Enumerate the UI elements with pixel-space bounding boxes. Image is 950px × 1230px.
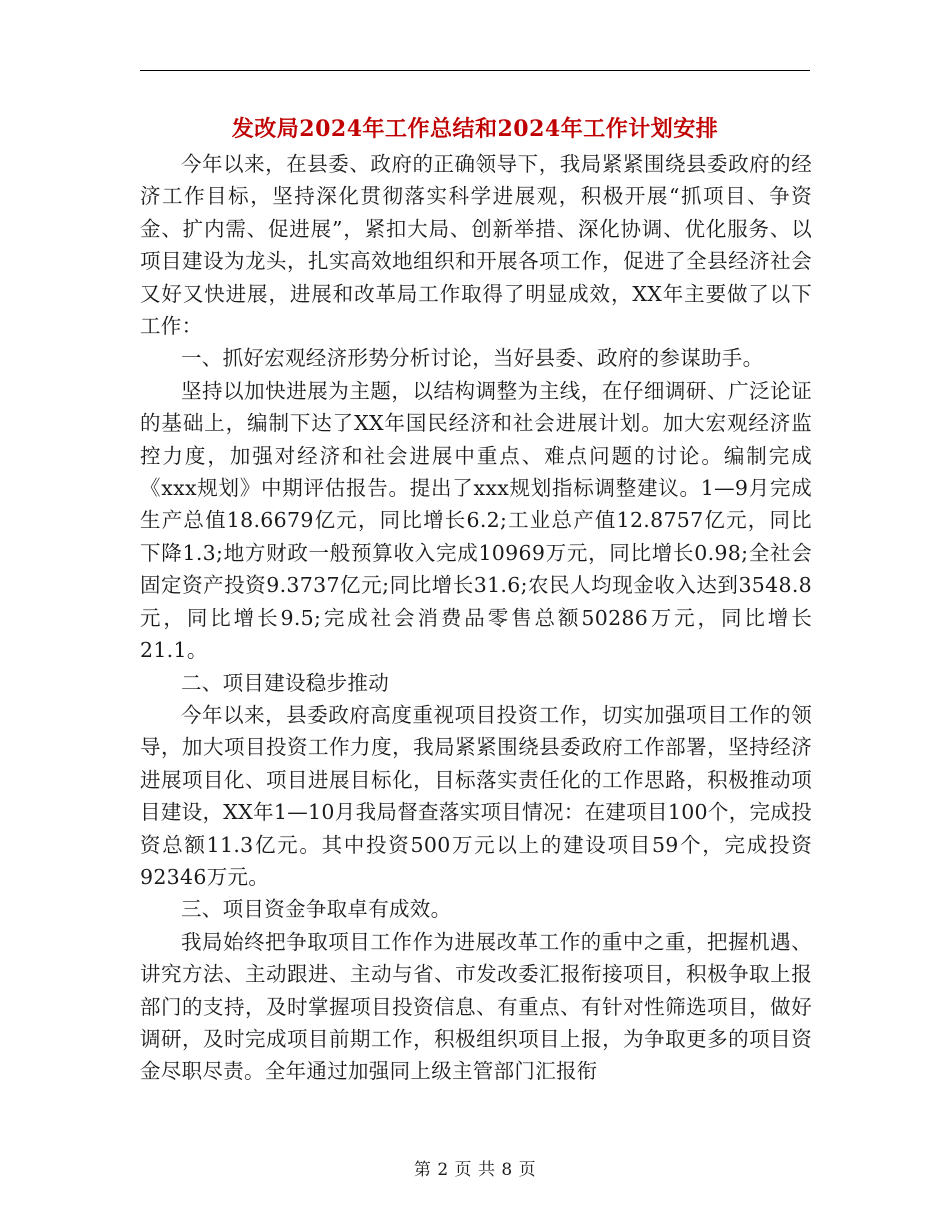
section-heading-1: 一、抓好宏观经济形势分析讨论，当好县委、政府的参谋助手。 bbox=[181, 346, 764, 371]
section-2-paragraph: 今年以来，县委政府高度重视项目投资工作，切实加强项目工作的领导，加大项目投资工作力度，我局紧紧围绕县委政府工作部署，坚持经济进展项目化、项目进展目标化，目标落实责任化的工作思路，积极推动项目建设，XX年1—10月我局督查落实项目情况：在建项目100个，完成投资总额11.3亿元。其中投资500万元以上的建设项目59个，完成投资92346万元。 bbox=[140, 702, 812, 889]
section-heading-2: 二、项目建设稳步推动 bbox=[181, 670, 389, 695]
header-rule bbox=[140, 70, 810, 71]
section-3-paragraph: 我局始终把争取项目工作作为进展改革工作的重中之重，把握机遇、讲究方法、主动跟进、主动与省、市发改委汇报衔接项目，积极争取上报部门的支持，及时掌握项目投资信息、有重点、有针对性筛选项目，做好调研，及时完成项目前期工作，积极组织项目上报，为争取更多的项目资金尽职尽责。全年通过加强同上级主管部门汇报衔 bbox=[140, 929, 812, 1084]
document-title: 发改局2024年工作总结和2024年工作计划安排 bbox=[231, 116, 719, 142]
intro-paragraph: 今年以来，在县委、政府的正确领导下，我局紧紧围绕县委政府的经济工作目标，坚持深化贯彻落实科学进展观，积极开展“抓项目、争资金、扩内需、促进展”，紧扣大局、创新举措、深化协调、优化服务、以项目建设为龙头，扎实高效地组织和开展各项工作，促进了全县经济社会又好又快进展，进展和改革局工作取得了明显成效，XX年主要做了以下工作： bbox=[140, 152, 812, 339]
section-heading-3: 三、项目资金争取卓有成效。 bbox=[181, 897, 452, 922]
section-1-paragraph: 坚持以加快进展为主题，以结构调整为主线，在仔细调研、广泛论证的基础上，编制下达了XX年国民经济和社会进展计划。加大宏观经济监控力度，加强对经济和社会进展中重点、难点问题的讨论。编制完成《xxx规划》中期评估报告。提出了xxx规划指标调整建议。1—9月完成生产总值18.6679亿元，同比增长6.2;工业总产值12.8757亿元，同比下降1.3;地方财政一般预算收入完成10969万元，同比增长0.98;全社会固定资产投资9.3737亿元;同比增长31.6;农民人均现金收入达到3548.8元，同比增长9.5;完成社会消费品零售总额50286万元，同比增长21.1。 bbox=[140, 378, 812, 663]
document-body bbox=[140, 148, 812, 1088]
page-number-footer: 第 2 页 共 8 页 bbox=[413, 1160, 537, 1180]
